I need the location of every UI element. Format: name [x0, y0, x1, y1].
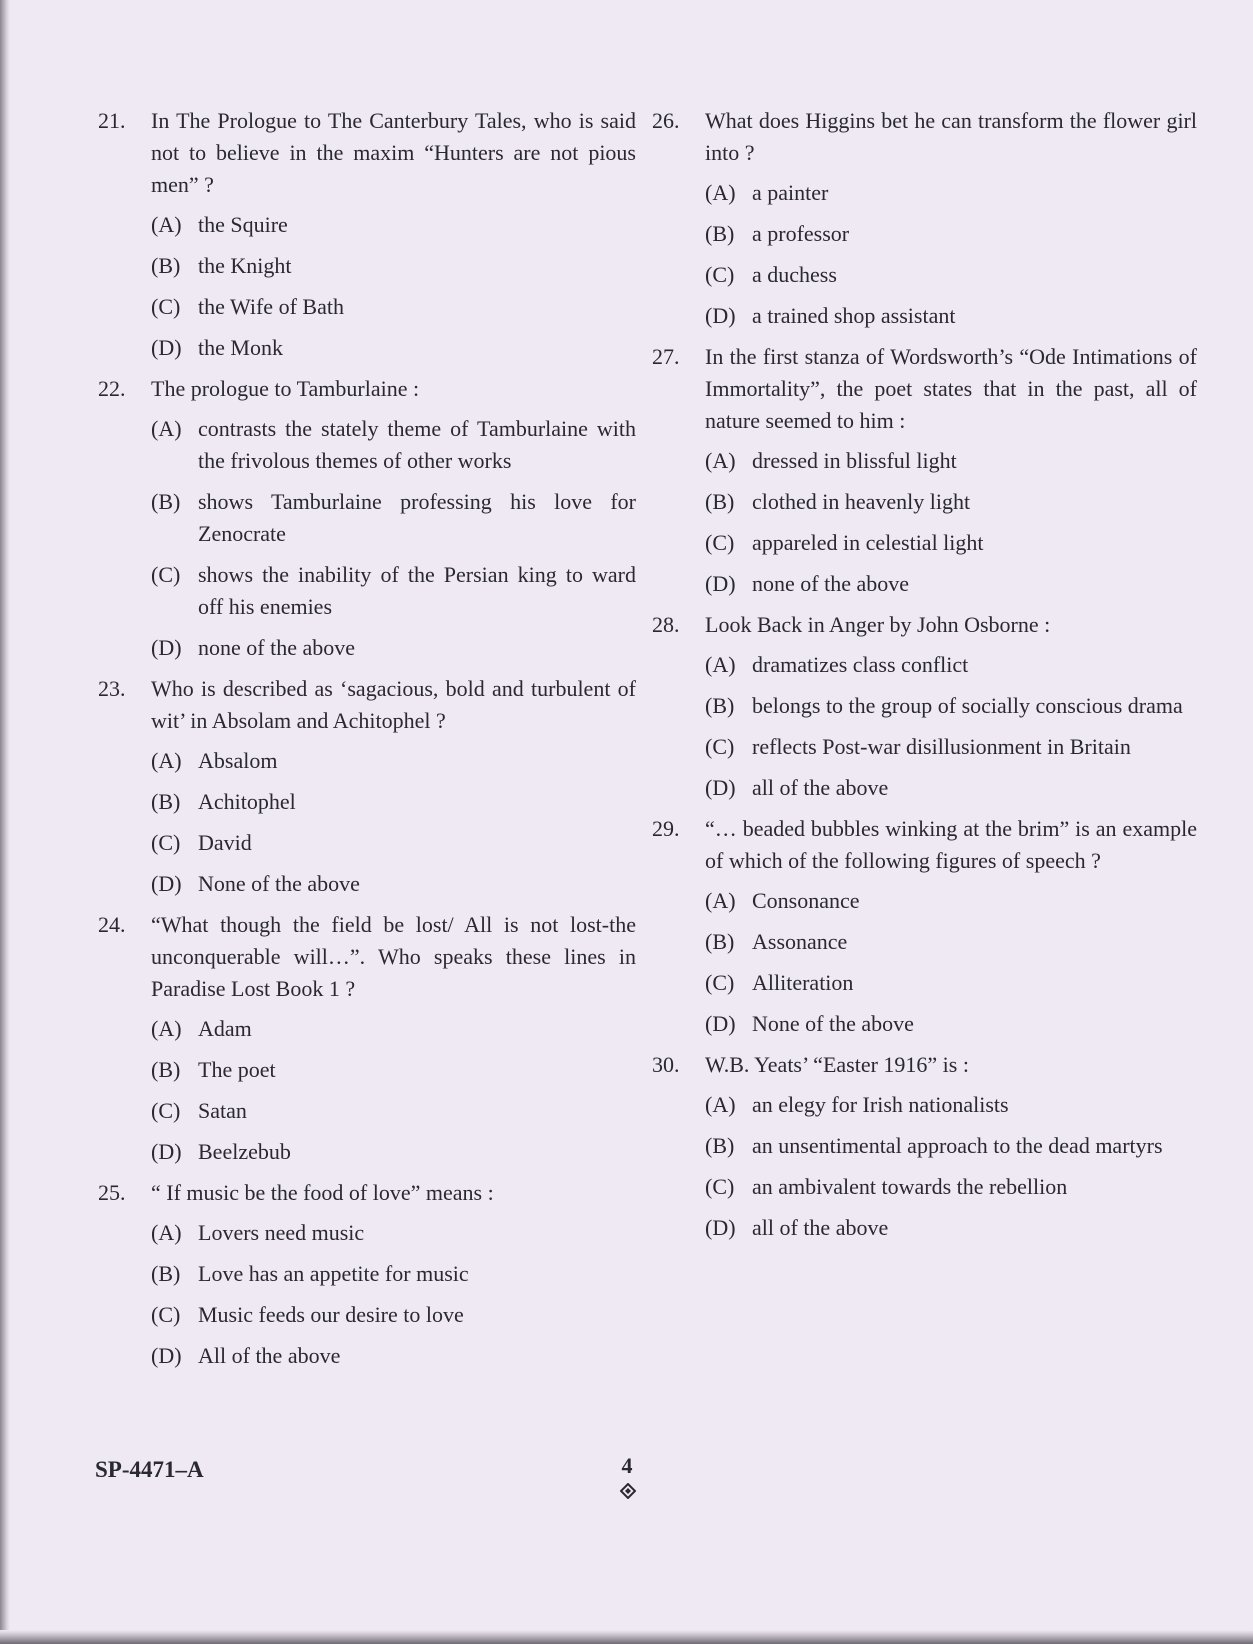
answer-option: [705, 1171, 1197, 1203]
answer-option: [705, 731, 1197, 763]
left-column: [98, 105, 636, 1381]
option-text: Absalom: [198, 748, 278, 773]
answer-option: [705, 527, 1197, 559]
option-text: the Monk: [198, 335, 283, 360]
answer-option: [705, 1008, 1197, 1040]
answer-option: [151, 559, 636, 623]
option-text: None of the above: [198, 871, 360, 896]
answer-option: [705, 1212, 1197, 1244]
option-text: a professor: [752, 221, 850, 246]
option-text: belongs to the group of socially conscious drama: [752, 693, 1183, 718]
option-text: a painter: [752, 180, 829, 205]
answer-option: [705, 486, 1197, 518]
option-text: Adam: [198, 1016, 252, 1041]
question-number: 24.: [98, 912, 126, 937]
option-text: all of the above: [752, 775, 889, 800]
option-text: the Squire: [198, 212, 288, 237]
option-text: reflects Post-war disillusionment in Britain: [752, 734, 1131, 759]
option-label: (B): [151, 789, 181, 814]
option-label: (A): [705, 180, 736, 205]
option-text: Satan: [198, 1098, 247, 1123]
option-text: shows the inability of the Persian king to ward off his enemies: [198, 562, 636, 619]
option-label: (A): [151, 748, 182, 773]
option-label: (D): [151, 1139, 182, 1164]
question-stem: What does Higgins bet he can transform the flower girl into ?: [705, 108, 1197, 165]
answer-option: [705, 885, 1197, 917]
question-stem: The prologue to Tamburlaine :: [151, 376, 420, 401]
answer-option: [151, 1013, 636, 1045]
option-label: (B): [705, 693, 735, 718]
option-text: Alliteration: [752, 970, 854, 995]
question-stem: “What though the field be lost/ All is not lost-the unconquerable will…”. Who speaks these lines in Paradise Lost Book 1 ?: [151, 912, 636, 1001]
option-label: (C): [151, 294, 181, 319]
question-stem: In The Prologue to The Canterbury Tales, who is said not to believe in the maxim “Hunters are not pious men” ?: [151, 108, 636, 197]
question-number: 26.: [652, 108, 680, 133]
question-stem: In the first stanza of Wordsworth’s “Ode Intimations of Immortality”, the poet states that in the past, all of nature seemed to him :: [705, 344, 1197, 433]
option-text: Beelzebub: [198, 1139, 291, 1164]
question-number: 29.: [652, 816, 680, 841]
option-label: (B): [705, 1133, 735, 1158]
question-number: 23.: [98, 676, 126, 701]
answer-option: [705, 772, 1197, 804]
option-label: (D): [705, 1011, 736, 1036]
question-stem: “ If music be the food of love” means :: [151, 1180, 494, 1205]
option-text: David: [198, 830, 252, 855]
question-number: 22.: [98, 376, 126, 401]
answer-option: [151, 827, 636, 859]
answer-option: [151, 745, 636, 777]
option-label: (A): [705, 1092, 736, 1117]
question-number: 25.: [98, 1180, 126, 1205]
option-label: (C): [151, 562, 181, 587]
option-text: Lovers need music: [198, 1220, 365, 1245]
option-label: (D): [705, 303, 736, 328]
option-text: dressed in blissful light: [752, 448, 957, 473]
option-label: (B): [705, 489, 735, 514]
option-text: a duchess: [752, 262, 837, 287]
option-label: (B): [151, 253, 181, 278]
answer-option: [151, 868, 636, 900]
option-text: Love has an appetite for music: [198, 1261, 469, 1286]
option-text: the Wife of Bath: [198, 294, 344, 319]
question-stem: “… beaded bubbles winking at the brim” is an example of which of the following figures of speech ?: [705, 816, 1197, 873]
option-text: The poet: [198, 1057, 276, 1082]
answer-option: [151, 786, 636, 818]
option-label: (C): [151, 1302, 181, 1327]
option-label: (A): [151, 1220, 182, 1245]
option-label: (C): [705, 734, 735, 759]
option-text: Music feeds our desire to love: [198, 1302, 464, 1327]
answer-option: [705, 300, 1197, 332]
option-label: (D): [151, 635, 182, 660]
question: [98, 105, 636, 364]
diamond-icon: [620, 1483, 636, 1499]
option-label: (D): [151, 335, 182, 360]
option-text: a trained shop assistant: [752, 303, 956, 328]
question-stem: Look Back in Anger by John Osborne :: [705, 612, 1051, 637]
option-text: appareled in celestial light: [752, 530, 984, 555]
answer-option: [705, 177, 1197, 209]
option-label: (A): [151, 212, 182, 237]
answer-option: [705, 1089, 1197, 1121]
option-text: contrasts the stately theme of Tamburlaine with the frivolous themes of other works: [198, 416, 636, 473]
option-label: (B): [151, 489, 181, 514]
answer-option: [705, 967, 1197, 999]
option-label: (D): [151, 871, 182, 896]
answer-option: [705, 649, 1197, 681]
page-number: 4: [621, 1453, 633, 1478]
option-text: Achitophel: [198, 789, 296, 814]
option-text: shows Tamburlaine professing his love for Zenocrate: [198, 489, 636, 546]
option-label: (A): [705, 448, 736, 473]
option-text: none of the above: [198, 635, 355, 660]
answer-option: [151, 486, 636, 550]
option-label: (C): [705, 530, 735, 555]
question-number: 28.: [652, 612, 680, 637]
answer-option: [705, 926, 1197, 958]
question: [652, 813, 1197, 1040]
answer-option: [151, 1340, 636, 1372]
answer-option: [705, 259, 1197, 291]
option-label: (B): [151, 1261, 181, 1286]
answer-option: [151, 1136, 636, 1168]
option-label: (A): [705, 888, 736, 913]
option-label: (A): [151, 416, 182, 441]
question-stem: W.B. Yeats’ “Easter 1916” is :: [705, 1052, 969, 1077]
answer-option: [151, 1217, 636, 1249]
answer-option: [151, 1299, 636, 1331]
answer-option: [151, 1095, 636, 1127]
option-text: None of the above: [752, 1011, 914, 1036]
answer-option: [151, 209, 636, 241]
option-label: (D): [151, 1343, 182, 1368]
answer-option: [705, 690, 1197, 722]
answer-option: [151, 632, 636, 664]
option-text: an elegy for Irish nationalists: [752, 1092, 1009, 1117]
option-label: (B): [151, 1057, 181, 1082]
option-label: (C): [705, 970, 735, 995]
option-text: the Knight: [198, 253, 292, 278]
question-stem: Who is described as ‘sagacious, bold and turbulent of wit’ in Absolam and Achitophel ?: [151, 676, 636, 733]
question: [652, 609, 1197, 804]
option-label: (D): [705, 571, 736, 596]
option-label: (D): [705, 775, 736, 800]
option-label: (D): [705, 1215, 736, 1240]
option-label: (B): [705, 929, 735, 954]
paper-code: SP-4471–A: [95, 1457, 204, 1482]
page-edge-bottom: [0, 1630, 1253, 1644]
option-label: (B): [705, 221, 735, 246]
answer-option: [705, 445, 1197, 477]
option-text: Consonance: [752, 888, 860, 913]
answer-option: [151, 1054, 636, 1086]
option-text: All of the above: [198, 1343, 341, 1368]
option-label: (C): [705, 1174, 735, 1199]
answer-option: [151, 250, 636, 282]
option-text: an unsentimental approach to the dead martyrs: [752, 1133, 1163, 1158]
question: [652, 1049, 1197, 1244]
answer-option: [705, 218, 1197, 250]
question: [98, 673, 636, 900]
answer-option: [151, 1258, 636, 1290]
option-label: (A): [705, 652, 736, 677]
question: [98, 1177, 636, 1372]
option-text: dramatizes class conflict: [752, 652, 969, 677]
question: [98, 909, 636, 1168]
answer-option: [705, 568, 1197, 600]
question-number: 21.: [98, 108, 126, 133]
option-label: (C): [151, 830, 181, 855]
question: [652, 341, 1197, 600]
question-number: 30.: [652, 1052, 680, 1077]
option-text: all of the above: [752, 1215, 889, 1240]
right-column: [652, 105, 1197, 1253]
option-label: (A): [151, 1016, 182, 1041]
option-text: an ambivalent towards the rebellion: [752, 1174, 1068, 1199]
option-text: clothed in heavenly light: [752, 489, 971, 514]
question-number: 27.: [652, 344, 680, 369]
answer-option: [151, 291, 636, 323]
option-label: (C): [705, 262, 735, 287]
question: [98, 373, 636, 664]
answer-option: [705, 1130, 1197, 1162]
answer-option: [151, 332, 636, 364]
answer-option: [151, 413, 636, 477]
page-edge: [0, 0, 10, 1644]
question: [652, 105, 1197, 332]
option-text: none of the above: [752, 571, 909, 596]
option-label: (C): [151, 1098, 181, 1123]
option-text: Assonance: [752, 929, 848, 954]
